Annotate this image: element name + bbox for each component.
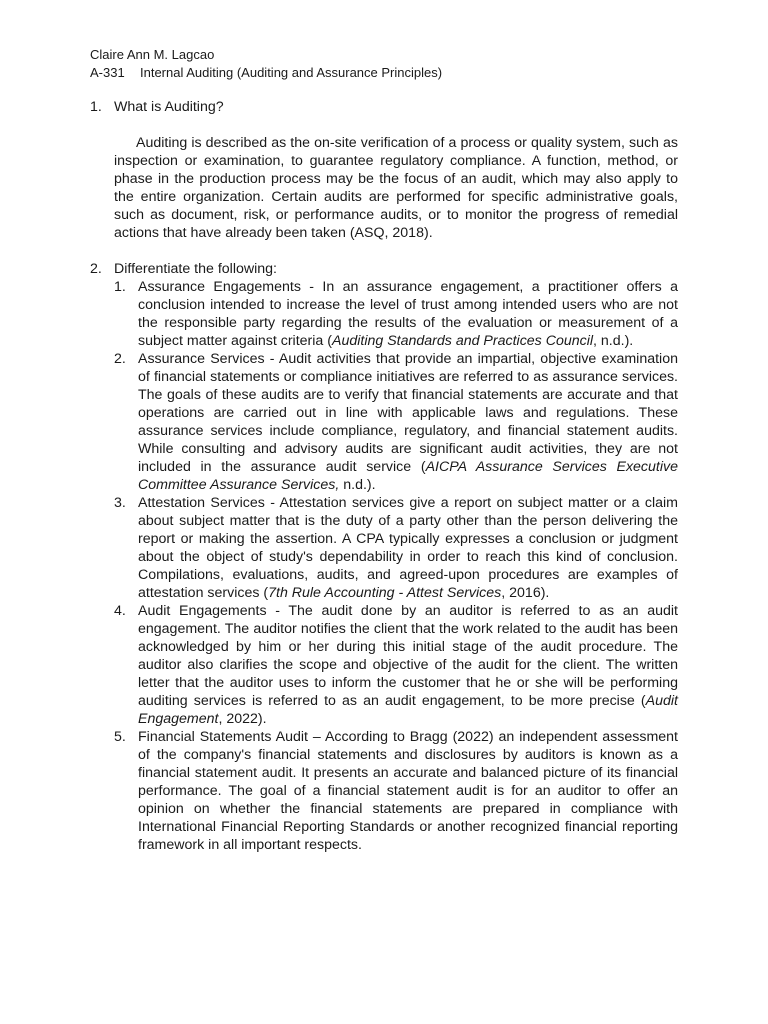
list-item-text: Assurance Services - Audit activities that provide an impartial, objective examination of financial statements or compliance initiatives are referred to as assurance services. The goals of these audits are to verify that financial statements are accurate and that operations are carried out in line with applicable laws and regulations. These assurance services include compliance, regulatory, and financial statement audits. While consulting and advisory audits are significant audit activities, they are not included in the assurance audit service ( bbox=[138, 351, 678, 475]
question-2 bbox=[90, 260, 277, 278]
list-item-tail: , n.d.). bbox=[593, 333, 634, 349]
list-item-citation: Auditing Standards and Practices Council bbox=[331, 333, 594, 349]
course-line bbox=[90, 64, 442, 82]
list-item-text: Assurance Engagements - In an assurance engagement, a practitioner offers a conclusion intended to increase the level of trust among intended users who are not the responsible party regarding the results of the evaluation or measurement of a subject matter against criteria ( bbox=[138, 279, 678, 349]
list-item bbox=[114, 728, 678, 854]
answer-1-paragraph: Auditing is described as the on-site verification of a process or quality system, such as inspection or examination, to guarantee regulatory compliance. A function, method, or phase in the production process may be the focus of an audit, which may also apply to the entire organization. Certain audits are performed for specific administrative goals, such as document, risk, or performance audits, or to monitor the progress of remedial actions that have already been taken (ASQ, 2018). bbox=[114, 135, 678, 241]
differentiation-list bbox=[114, 278, 678, 854]
list-item-citation: 7th Rule Accounting - Attest Services bbox=[268, 585, 502, 601]
list-item-text: Financial Statements Audit – According to Bragg (2022) an independent assessment of the company's financial statements and disclosures by auditors is known as a financial statement audit. It presents an accurate and balanced picture of its financial performance. The goal of a financial statement audit is for an auditor to offer an opinion on whether the financial statements are prepared in compliance with International Financial Reporting Standards or another recognized financial reporting framework in all important respects. bbox=[138, 729, 678, 853]
course-code: A-331 bbox=[90, 65, 125, 80]
question-1 bbox=[90, 98, 224, 116]
question-1-number: 1. bbox=[90, 99, 102, 115]
list-item-number: 2. bbox=[114, 351, 126, 367]
author-name: Claire Ann M. Lagcao bbox=[90, 47, 215, 62]
list-item-citation: Audit Engagement bbox=[138, 693, 678, 727]
list-item-tail: n.d.). bbox=[339, 477, 376, 493]
list-item bbox=[114, 494, 678, 602]
course-title: Internal Auditing (Auditing and Assurance Principles) bbox=[140, 65, 443, 80]
list-item bbox=[114, 602, 678, 728]
question-1-text: What is Auditing? bbox=[114, 99, 224, 115]
list-item-tail: , 2016). bbox=[501, 585, 550, 601]
list-item bbox=[114, 278, 678, 350]
list-item-number: 3. bbox=[114, 495, 126, 511]
list-item bbox=[114, 350, 678, 494]
document-header bbox=[90, 46, 442, 82]
list-item-tail: , 2022). bbox=[218, 711, 267, 727]
list-item-text: Audit Engagements - The audit done by an auditor is referred to as an audit engagement. The auditor notifies the client that the work related to the audit has been acknowledged by him or her during this initial stage of the audit procedure. The auditor also clarifies the scope and objective of the audit for the client. The written letter that the auditor uses to inform the customer that he or she will be performing auditing services is referred to as an audit engagement, to be more precise ( bbox=[138, 603, 678, 709]
list-item-citation: AICPA Assurance Services Executive Committee Assurance Services, bbox=[138, 459, 678, 493]
list-item-number: 5. bbox=[114, 729, 126, 745]
list-item-text: Attestation Services - Attestation services give a report on subject matter or a claim about subject matter that is the duty of a party other than the person delivering the report or making the assertion. A CPA typically expresses a conclusion or judgment about the object of study's dependability in order to reach this kind of conclusion. Compilations, evaluations, audits, and agreed-upon procedures are examples of attestation services ( bbox=[138, 495, 678, 601]
list-item-number: 1. bbox=[114, 279, 126, 295]
list-item-number: 4. bbox=[114, 603, 126, 619]
question-2-number: 2. bbox=[90, 261, 102, 277]
question-2-text: Differentiate the following: bbox=[114, 261, 277, 277]
